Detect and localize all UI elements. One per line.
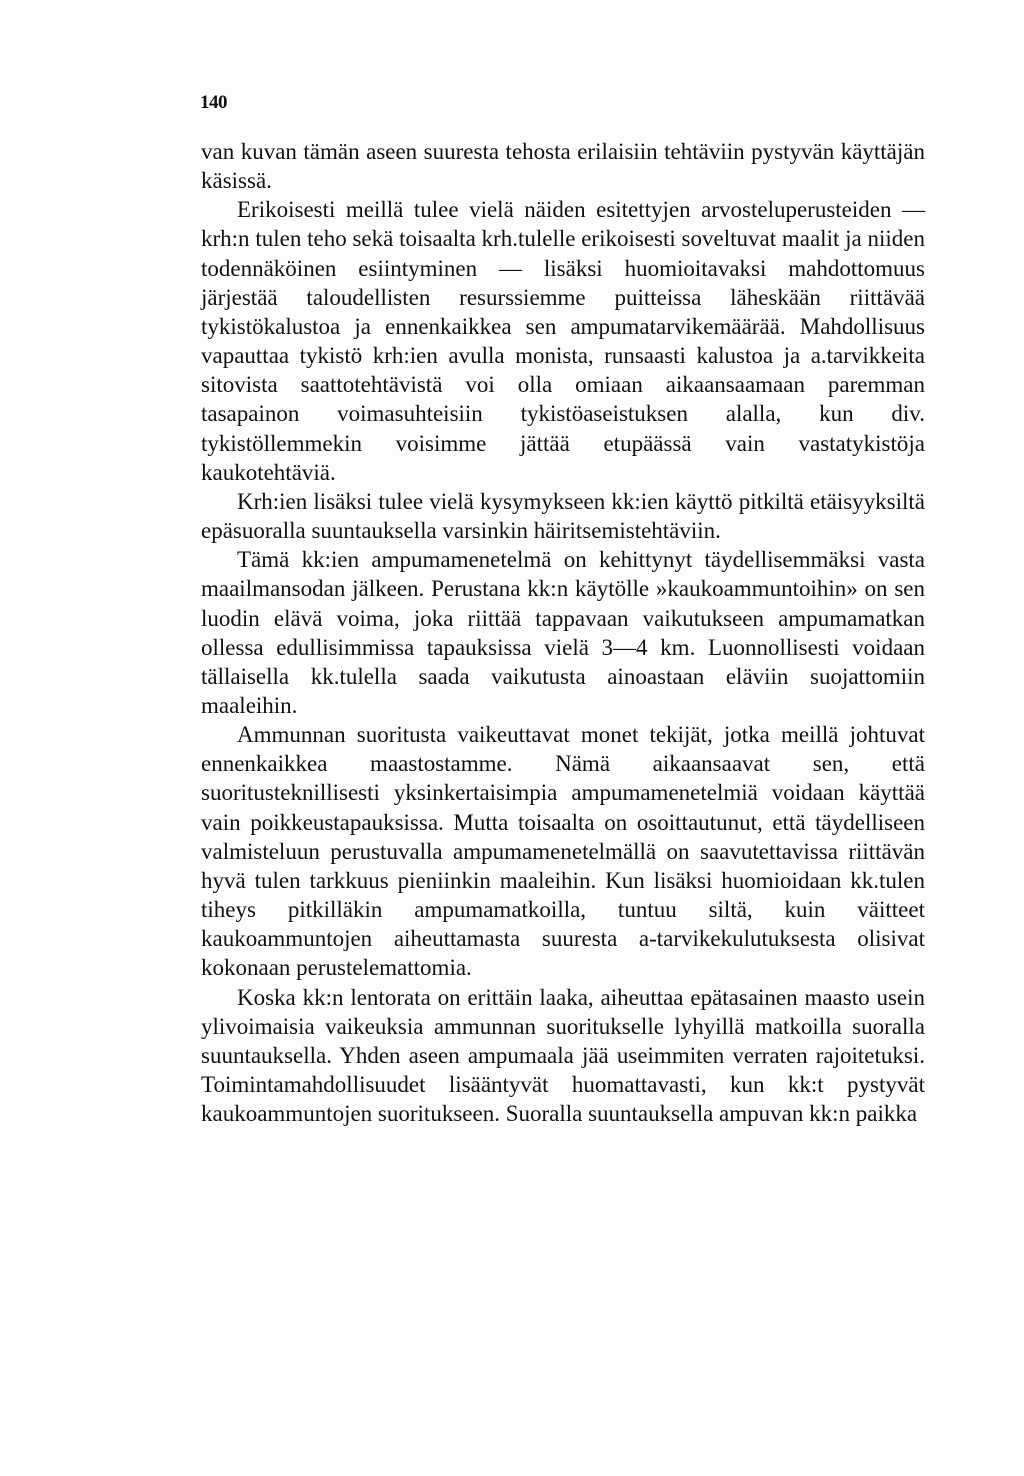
page-number: 140 <box>200 92 227 113</box>
paragraph-4: Tämä kk:ien ampumamenetelmä on kehittynyt täydellisemmäksi vasta maailmansodan jälkeen. Perustana kk:n käytölle »kaukoammuntoihin» on sen luodin elävä voima, joka riittää tappavaan vaikutukseen ampumamatkan ollessa edullisimmissa tapauksissa vielä 3—4 km. Luonnollisesti voidaan tällaisella kk.tulella saada vaikutusta ainoastaan eläviin suojattomiin maaleihin. <box>201 547 925 718</box>
paragraph-5: Ammunnan suoritusta vaikeuttavat monet tekijät, jotka meillä johtuvat ennenkaikkea maastostamme. Nämä aikaansaavat sen, että suoritusteknillisesti yksinkertaisimpia ampumamenetelmiä voidaan käyttää vain poikkeustapauksissa. Mutta toisaalta on osoittautunut, että täydelliseen valmisteluun perustuvalla ampumamenetelmällä on saavutettavissa riittävän hyvä tulen tarkkuus pieniinkin maaleihin. Kun lisäksi huomioidaan kk.tulen tiheys pitkilläkin ampumamatkoilla, tuntuu siltä, kuin väitteet kaukoammuntojen aiheuttamasta suuresta a-tarvikekulutuksesta olisivat kokonaan perustelemattomia. <box>201 722 925 981</box>
paragraph-2: Erikoisesti meillä tulee vielä näiden esitettyjen arvosteluperusteiden — krh:n tulen teho sekä toisaalta krh.tulelle erikoisesti soveltuvat maalit ja niiden todennäköinen esiintyminen — lisäksi huomioitavaksi mahdottomuus järjestää taloudellisten resurssiemme puitteissa läheskään riittävää tykistökalustoa ja ennenkaikkea sen ampumatarvikemäärää. Mahdollisuus vapauttaa tykistö krh:ien avulla monista, runsaasti kalustoa ja a.tarvikkeita sitovista saattotehtävistä voi olla omiaan aikaansaamaan paremman tasapainon voimasuhteisiin tykistöaseistuksen alalla, kun div. tykistöllemmekin voisimme jättää etupäässä vain vastatykistöja kaukotehtäviä. <box>201 197 925 485</box>
paragraph-3: Krh:ien lisäksi tulee vielä kysymykseen kk:ien käyttö pitkiltä etäisyyksiltä epäsuoralla suuntauksella varsinkin häiritsemistehtäviin. <box>201 488 925 544</box>
body-text <box>201 137 925 1128</box>
paragraph-6: Koska kk:n lentorata on erittäin laaka, aiheuttaa epätasainen maasto usein ylivoimaisia vaikeuksia ammunnan suoritukselle lyhyillä matkoilla suoralla suuntauksella. Yhden aseen ampumaala jää useimmiten verraten rajoitetuksi. Toimintamahdollisuudet lisääntyvät huomattavasti, kun kk:t pystyvät kaukoammuntojen suoritukseen. Suoralla suuntauksella ampuvan kk:n paikka <box>201 984 925 1127</box>
paragraph-1: van kuvan tämän aseen suuresta tehosta erilaisiin tehtäviin pystyvän käyttäjän käsissä. <box>201 139 925 194</box>
